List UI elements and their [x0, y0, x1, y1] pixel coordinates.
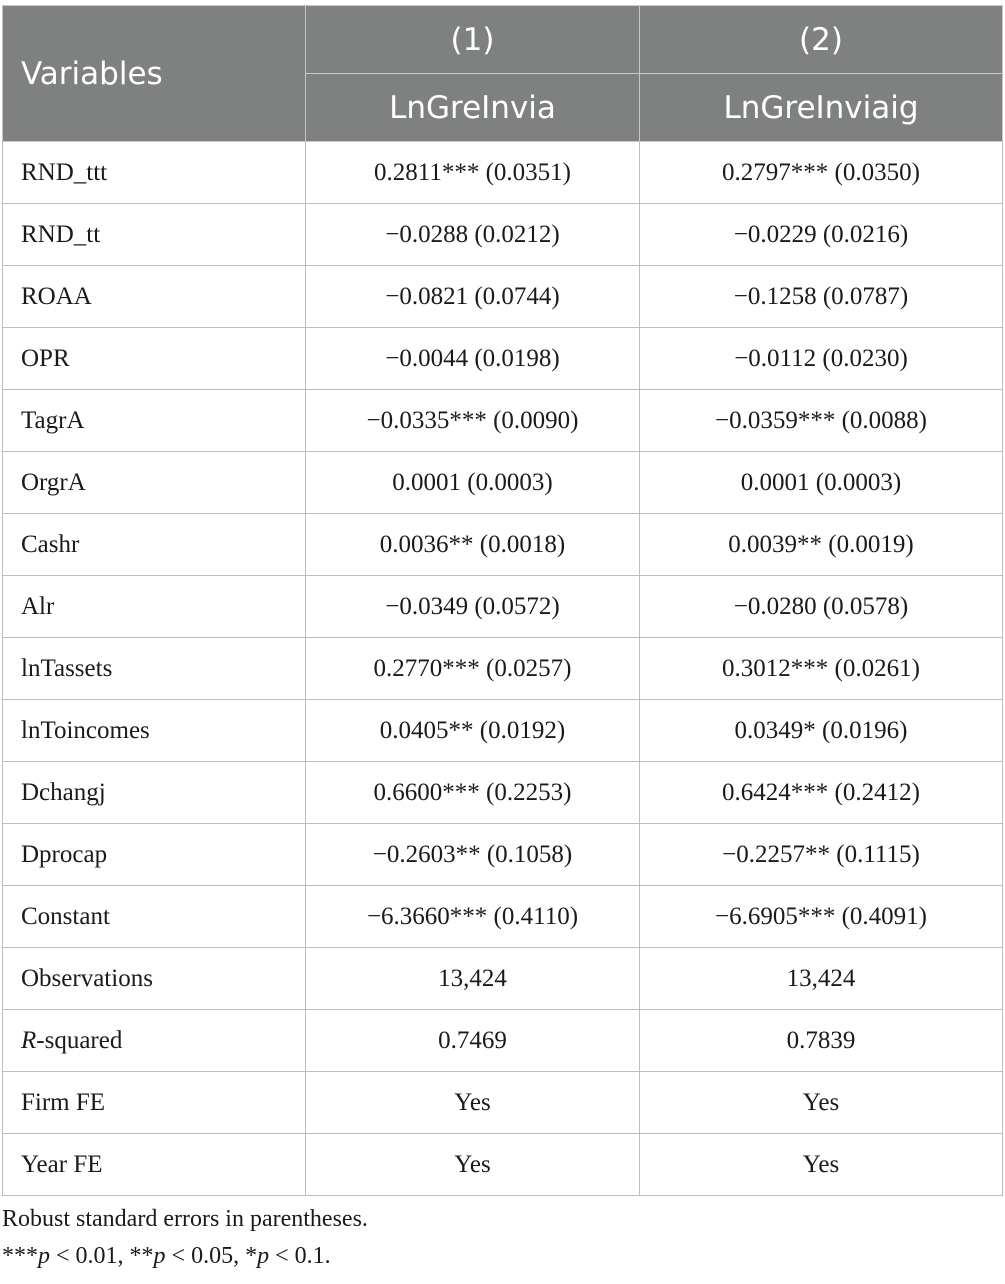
table-header — [3, 6, 1003, 142]
variables-header: Variables — [3, 6, 306, 142]
table-row — [3, 328, 1003, 390]
p-symbol: p — [38, 1243, 50, 1269]
stars-2: ** — [129, 1243, 154, 1269]
cell-col1: −0.0821 (0.0744) — [306, 266, 640, 328]
cell-col1: Yes — [306, 1072, 640, 1134]
row-label: Year FE — [3, 1134, 306, 1196]
note-significance — [2, 1243, 331, 1270]
cell-col1: 0.0001 (0.0003) — [306, 452, 640, 514]
cell-col2: 0.6424*** (0.2412) — [640, 762, 1003, 824]
cell-col2: −0.0280 (0.0578) — [640, 576, 1003, 638]
table-row — [3, 762, 1003, 824]
row-label: ROAA — [3, 266, 306, 328]
row-label: Dchangj — [3, 762, 306, 824]
p-symbol: p — [153, 1243, 166, 1269]
table-row — [3, 390, 1003, 452]
row-label: TagrA — [3, 390, 306, 452]
row-label: Dprocap — [3, 824, 306, 886]
row-label: lnTassets — [3, 638, 306, 700]
table-row — [3, 142, 1003, 204]
cell-col1: Yes — [306, 1134, 640, 1196]
row-label: Firm FE — [3, 1072, 306, 1134]
table-row — [3, 638, 1003, 700]
table-row — [3, 514, 1003, 576]
col2-number-header: (2) — [640, 6, 1003, 74]
row-label: lnToincomes — [3, 700, 306, 762]
cell-col1: 0.7469 — [306, 1010, 640, 1072]
cell-col2: 0.0039** (0.0019) — [640, 514, 1003, 576]
cell-col2: −6.6905*** (0.4091) — [640, 886, 1003, 948]
cell-col2: Yes — [640, 1134, 1003, 1196]
cell-col1: −0.0288 (0.0212) — [306, 204, 640, 266]
table-row — [3, 948, 1003, 1010]
row-label: Observations — [3, 948, 306, 1010]
cell-col2: −0.0359*** (0.0088) — [640, 390, 1003, 452]
cell-col2: −0.0112 (0.0230) — [640, 328, 1003, 390]
cell-col1: −0.0044 (0.0198) — [306, 328, 640, 390]
cell-col1: 0.0405** (0.0192) — [306, 700, 640, 762]
table-row — [3, 1072, 1003, 1134]
cond-1: < 0.01, — [50, 1243, 130, 1269]
table-row — [3, 204, 1003, 266]
cell-col2: −0.1258 (0.0787) — [640, 266, 1003, 328]
cell-col2: 0.2797*** (0.0350) — [640, 142, 1003, 204]
r-squared-suffix: -squared — [36, 1026, 123, 1054]
cell-col2: −0.2257** (0.1115) — [640, 824, 1003, 886]
col2-name-header: LnGreInviaig — [640, 74, 1003, 142]
col1-number-header: (1) — [306, 6, 640, 74]
cell-col2: 13,424 — [640, 948, 1003, 1010]
table-row — [3, 824, 1003, 886]
row-label: Constant — [3, 886, 306, 948]
row-label: RND_tt — [3, 204, 306, 266]
cell-col1: 0.6600*** (0.2253) — [306, 762, 640, 824]
p-symbol: p — [257, 1243, 270, 1269]
cell-col1: 13,424 — [306, 948, 640, 1010]
header-row-1 — [3, 6, 1003, 74]
table-row — [3, 886, 1003, 948]
col1-name-header: LnGreInvia — [306, 74, 640, 142]
cell-col2: 0.3012*** (0.0261) — [640, 638, 1003, 700]
cell-col1: 0.2811*** (0.0351) — [306, 142, 640, 204]
cell-col2: −0.0229 (0.0216) — [640, 204, 1003, 266]
cell-col2: Yes — [640, 1072, 1003, 1134]
table-body — [3, 142, 1003, 1196]
cell-col1: −6.3660*** (0.4110) — [306, 886, 640, 948]
cell-col1: 0.0036** (0.0018) — [306, 514, 640, 576]
table-row — [3, 1010, 1003, 1072]
cond-2: < 0.05, — [165, 1243, 246, 1269]
r-italic: R — [21, 1026, 37, 1054]
cell-col1: 0.2770*** (0.0257) — [306, 638, 640, 700]
row-label: Alr — [3, 576, 306, 638]
cell-col1: −0.0335*** (0.0090) — [306, 390, 640, 452]
row-label: Cashr — [3, 514, 306, 576]
cell-col1: −0.0349 (0.0572) — [306, 576, 640, 638]
table-row — [3, 576, 1003, 638]
table-row — [3, 266, 1003, 328]
cell-col1: −0.2603** (0.1058) — [306, 824, 640, 886]
row-label: RND_ttt — [3, 142, 306, 204]
table-row — [3, 452, 1003, 514]
regression-table — [2, 5, 1003, 1196]
cell-col2: 0.7839 — [640, 1010, 1003, 1072]
cond-3: < 0.1. — [269, 1243, 331, 1269]
note-robust-errors: Robust standard errors in parentheses. — [2, 1206, 368, 1232]
row-label: OPR — [3, 328, 306, 390]
stars-1: *** — [2, 1243, 38, 1269]
cell-col2: 0.0001 (0.0003) — [640, 452, 1003, 514]
cell-col2: 0.0349* (0.0196) — [640, 700, 1003, 762]
stars-3: * — [245, 1243, 258, 1269]
table-row — [3, 700, 1003, 762]
table-row — [3, 1134, 1003, 1196]
row-label: OrgrA — [3, 452, 306, 514]
row-label — [3, 1010, 306, 1072]
